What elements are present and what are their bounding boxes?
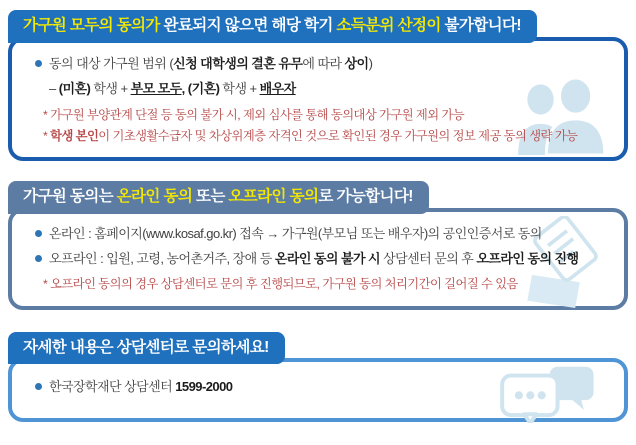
text-segment: 학생 +: [219, 81, 260, 97]
text-segment: 에 따라: [302, 55, 345, 71]
text-segment: 오프라인 : 입원, 고령, 농어촌거주, 장애 등: [49, 251, 275, 267]
text-segment: 온라인 동의 불가 시: [274, 251, 381, 267]
text-segment: 불가합니다!: [440, 17, 521, 34]
bullet-line-callcenter: [34, 379, 606, 395]
section-contact: [8, 332, 628, 423]
bullet-line-consent-scope: [34, 56, 606, 72]
section-body-contact: [8, 358, 628, 422]
text-segment: 자세한 내용은 상담센터로 문의하세요!: [23, 338, 269, 356]
section-header-consent-methods: [8, 181, 429, 214]
text-segment: 가구원 모두의 동의가: [23, 17, 160, 34]
text-segment: 동의 대상 가구원 범위 (: [49, 55, 174, 71]
text-segment: * 오프라인 동의의 경우 상담센터로 문의 후 진행되므로, 가구원 동의 처리기간이 길어질 수 있음: [43, 276, 518, 291]
text-segment: 온라인 : 홈페이지(www.kosaf.go.kr) 접속 → 가구원(부모님 또는 배우자)의 공인인증서로 동의: [49, 225, 542, 241]
text-segment: 이 기초생활수급자 및 차상위계층 자격인 것으로 확인된 경우 가구원의 정보 제공 동의 생략 가능: [98, 128, 578, 143]
text-segment: ): [368, 55, 373, 71]
text-segment: 1599-2000: [175, 379, 233, 395]
text-segment: 가구원 동의는: [23, 187, 117, 205]
section-header-consent-required: [8, 10, 537, 43]
bullet-line-offline-consent: [34, 251, 606, 267]
text-segment: 로 가능합니다!: [318, 187, 413, 205]
text-segment: *: [43, 128, 51, 143]
text-segment: 신청 대학생의 결혼 유무: [173, 55, 303, 71]
text-segment: (미혼): [58, 81, 91, 97]
section-header-contact: [8, 332, 285, 365]
text-segment: * 가구원 부양관계 단절 등 동의 불가 시, 제외 심사를 통해 동의대상 가구원 제외 가능: [43, 108, 465, 122]
text-segment: –: [49, 81, 59, 97]
text-segment: 소득분위 산정이: [336, 17, 441, 34]
text-segment: 한국장학재단 상담센터: [49, 379, 176, 395]
text-segment: 또는: [192, 187, 229, 205]
section-consent-required: [8, 10, 628, 161]
text-segment: 상이: [344, 55, 369, 71]
text-segment: 학생 본인: [50, 128, 99, 143]
note-line-basic-livelihood: [34, 129, 606, 144]
text-segment: 완료되지 않으면 해당 학기: [159, 17, 337, 34]
section-body-consent-required: [8, 37, 628, 161]
section-body-consent-methods: [8, 208, 628, 310]
text-segment: (기혼): [187, 81, 220, 97]
text-segment: 부모 모두,: [130, 81, 185, 97]
bullet-line-online-consent: [34, 226, 606, 242]
section-consent-methods: [8, 181, 628, 310]
text-segment: 오프라인 동의 진행: [476, 251, 579, 267]
text-segment: 온라인 동의: [116, 187, 193, 205]
note-line-exclusion: [34, 108, 606, 123]
text-segment: 오프라인 동의: [228, 187, 319, 205]
note-line-offline-processing: [34, 277, 606, 292]
dash-line-consent-members: [34, 81, 606, 97]
text-segment: 학생 +: [90, 81, 131, 97]
text-segment: 배우자: [259, 81, 296, 97]
text-segment: 상담센터 문의 후: [380, 251, 477, 267]
